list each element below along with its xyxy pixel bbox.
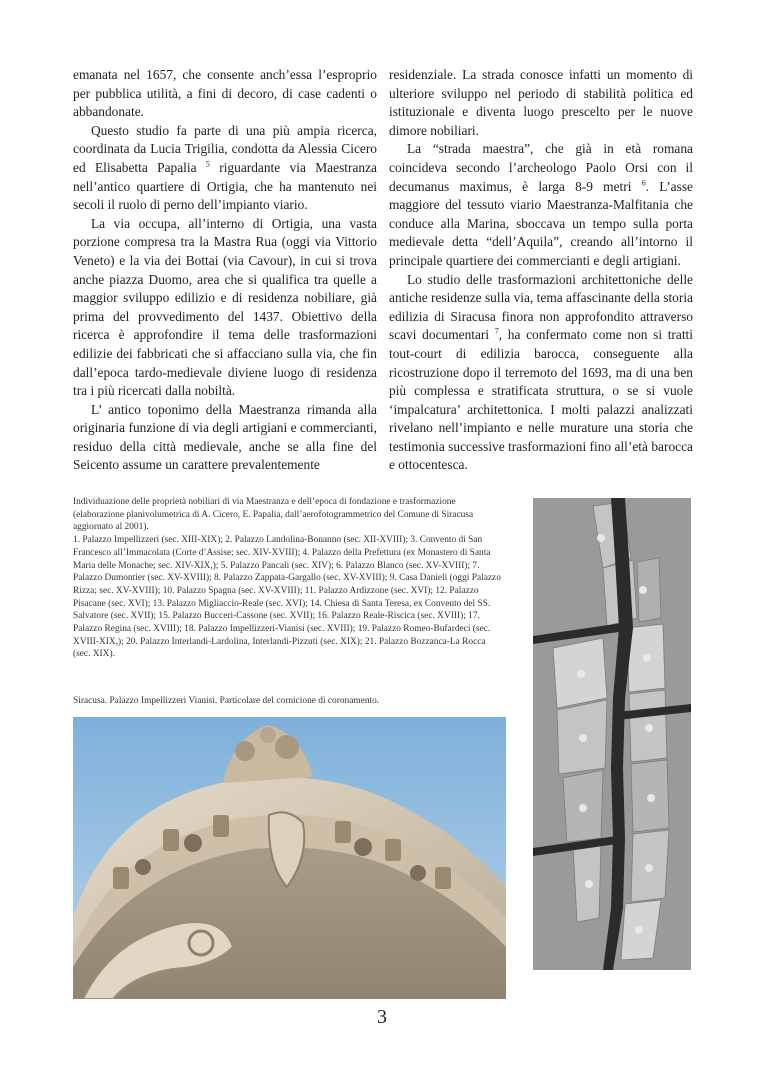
- paragraph: Questo studio fa parte di una più ampia ricerca, coordinata da Lucia Trigilia, condotta da Alessia Cicero ed Elisabetta Papalia $^5$ riguardante via Maestranza nell’antico quartiere di Ortigia, che ha mantenuto nei secoli il ruolo di perno dell’impianto viario.: [73, 122, 377, 213]
- map-caption-intro: Individuazione delle proprietà nobiliari di via Maestranza e dell’epoca di fondazione e trasformazione (elaborazione planivolumetrica di A. Cicero, E. Papalia, dall’aerofotogrammetrico del Comune di Siracusa aggiornato al 2001).: [73, 497, 474, 533]
- footnote-ref: 6: [641, 178, 646, 188]
- paragraph: residenziale. La strada conosce infatti un momento di ulteriore sviluppo nel periodo di stabilità politica ed istituzionale e diventa luogo prescelto per le nuove dimore nobiliari.: [389, 67, 693, 138]
- text-column-left: [73, 66, 377, 475]
- map-caption: [73, 496, 505, 661]
- paragraph: La “strada maestra”, che già in età romana coincideva secondo l’archeologo Paolo Orsi con il decumanus maximus, è larga 8-9 metri $^6$. L’asse maggiore del tessuto viario Maestranza-Malfitania che conduce alla Marina, sboccava un tempo sulla porta medievale detta “dell’Aquila”, creando all’intorno il principale quartiere dei commercianti e degli artigiani.: [389, 141, 693, 268]
- via-maestranza-map: [533, 498, 691, 970]
- map-caption-list: 1. Palazzo Impellizzeri (sec. XIII-XIX); 2. Palazzo Landolina-Bonanno (sec. XII-XVIII); 3. Convento di San Francesco all’Immacolata (Corte d’Assise; sec. XIV-XVIII); 4. Palazzo della Prefettura (ex Monastero di Santa Maria delle Monache; sec. XIV-XIX,); 5. Palazzo Pancali (sec. XIV); 6. Palazzo Blanco (sec. XV-XVIII); 7. Palazzo Dumontier (sec. XV-XVIII); 8. Palazzo Zappata-Gargallo (sec. XV-XVIII); 9. Casa Danieli (oggi Palazzo Rizza; sec. XV-XVIII); 10. Palazzo Spagna (sec. XV-XVIII); 11. Palazzo Ardizzone (sec. XVI); 12. Palazzo Pisacane (sec. XVI); 13. Palazzo Migliaccio-Reale (sec. XVI); 14. Chiesa di Santa Teresa, ex Convento del SS. Salvatore (sec. XVII); 15. Palazzo Bucceri-Cassone (sec. XVII); 16. Palazzo Reale-Riscica (sec. XVIII); 17. Palazzo Regina (sec. XVIII); 18. Palazzo Impellizzeri-Vianisi (sec. XVIII); 19. Palazzo Romeo-Bufardeci (sec. XVIII-XIX,); 20. Palazzo Interlandi-Lardolina, Interlandi-Pizzuti (sec. XIX); 21. Palazzo Bozzanca-La Rocca (sec. XIX).: [73, 535, 501, 660]
- footnote-ref: 7: [494, 326, 499, 336]
- paragraph: emanata nel 1657, che consente anch’essa l’esproprio per pubblica utilità, a fini di decoro, di case cadenti o abbandonate.: [73, 67, 377, 120]
- palazzo-cornice-photo: [73, 717, 506, 999]
- text-column-right: [389, 66, 693, 475]
- photo-caption: Siracusa. Palazzo Impellizzeri Vianisi. Particolare del cornicione di coronamento.: [73, 696, 380, 706]
- footnote-ref: 5: [205, 159, 210, 169]
- paragraph: L’ antico toponimo della Maestranza rimanda alla originaria funzione di via degli artigiani e commercianti, residuo della città medievale, anche se alla fine del Seicento assume un carattere prevalentemente: [73, 401, 377, 473]
- page-number: 3: [377, 1006, 387, 1028]
- paragraph: Lo studio delle trasformazioni architettoniche delle antiche residenze sulla via, tema affascinante della storia edilizia di Siracusa finora non approfondito attraverso scavi documentari $^7$, ha confermato come non si tratti tout-court di edilizia barocca, conseguente alla ricostruzione dopo il terremoto del 1693, ma di una ben più complessa e stratificata struttura, o se si vuole ‘impalcatura’ architettonica. I molti palazzi analizzati rivelano nell’impianto e nelle murature una storia che testimonia successive trasformazioni fino all’età barocca e ottocentesca.: [389, 271, 693, 473]
- paragraph: La via occupa, all’interno di Ortigia, una vasta porzione compresa tra la Mastra Rua (oggi via Vittorio Veneto) e la via dei Bottai (via Cavour), in cui si trova anche piazza Duomo, area che si qualifica tra quelle a maggior sviluppo edilizio e di residenza nobiliare, già prima del provvedimento del 1437. Obiettivo della ricerca è approfondire il tema delle trasformazioni edilizie dei fabbricati che si affacciano sulla via, che fin dall’epoca tardo-medievale diviene luogo di residenza tra i più ricercati dalla nobiltà.: [73, 215, 377, 399]
